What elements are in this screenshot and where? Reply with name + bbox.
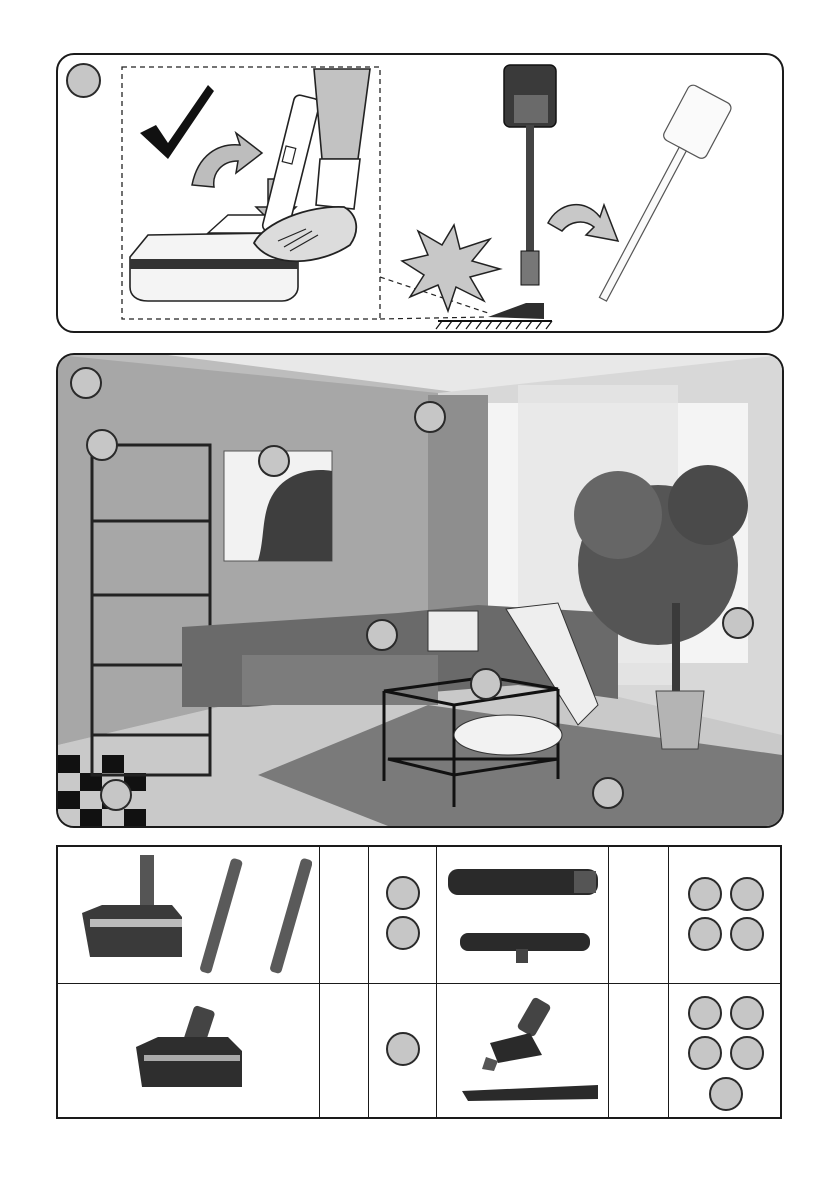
area-marker (722, 607, 754, 639)
area-marker (470, 668, 502, 700)
hose-and-nozzle-image (444, 861, 602, 973)
usage-illustration-panel (56, 53, 784, 333)
turbo-brush-image (128, 997, 258, 1107)
area-marker (86, 429, 118, 461)
checkmark-icon (140, 85, 214, 159)
area-marker (366, 619, 398, 651)
floor-brush-and-tubes-image (72, 853, 312, 979)
area-marker (592, 777, 624, 809)
accessory-marker (688, 877, 722, 911)
usage-illustration (58, 55, 782, 331)
item-marker (386, 916, 420, 950)
accessory-marker (688, 996, 722, 1030)
accessory-marker (688, 917, 722, 951)
accessory-marker (709, 1077, 743, 1111)
area-marker (70, 367, 102, 399)
living-room-photo-panel (56, 353, 784, 828)
accessory-marker (730, 1036, 764, 1070)
area-marker (414, 401, 446, 433)
accessory-table (56, 845, 782, 1119)
accessory-marker (688, 1036, 722, 1070)
curved-arrow-icon (192, 133, 262, 187)
area-marker (100, 779, 132, 811)
area-marker (258, 445, 290, 477)
rotate-arrow-icon (548, 205, 618, 241)
accessory-marker (730, 877, 764, 911)
item-marker (386, 1032, 420, 1066)
panel-marker (66, 63, 101, 98)
brush-and-crevice-image (458, 995, 608, 1115)
item-marker (386, 876, 420, 910)
accessory-marker (730, 996, 764, 1030)
accessory-marker (730, 917, 764, 951)
impact-burst-icon (402, 225, 500, 311)
